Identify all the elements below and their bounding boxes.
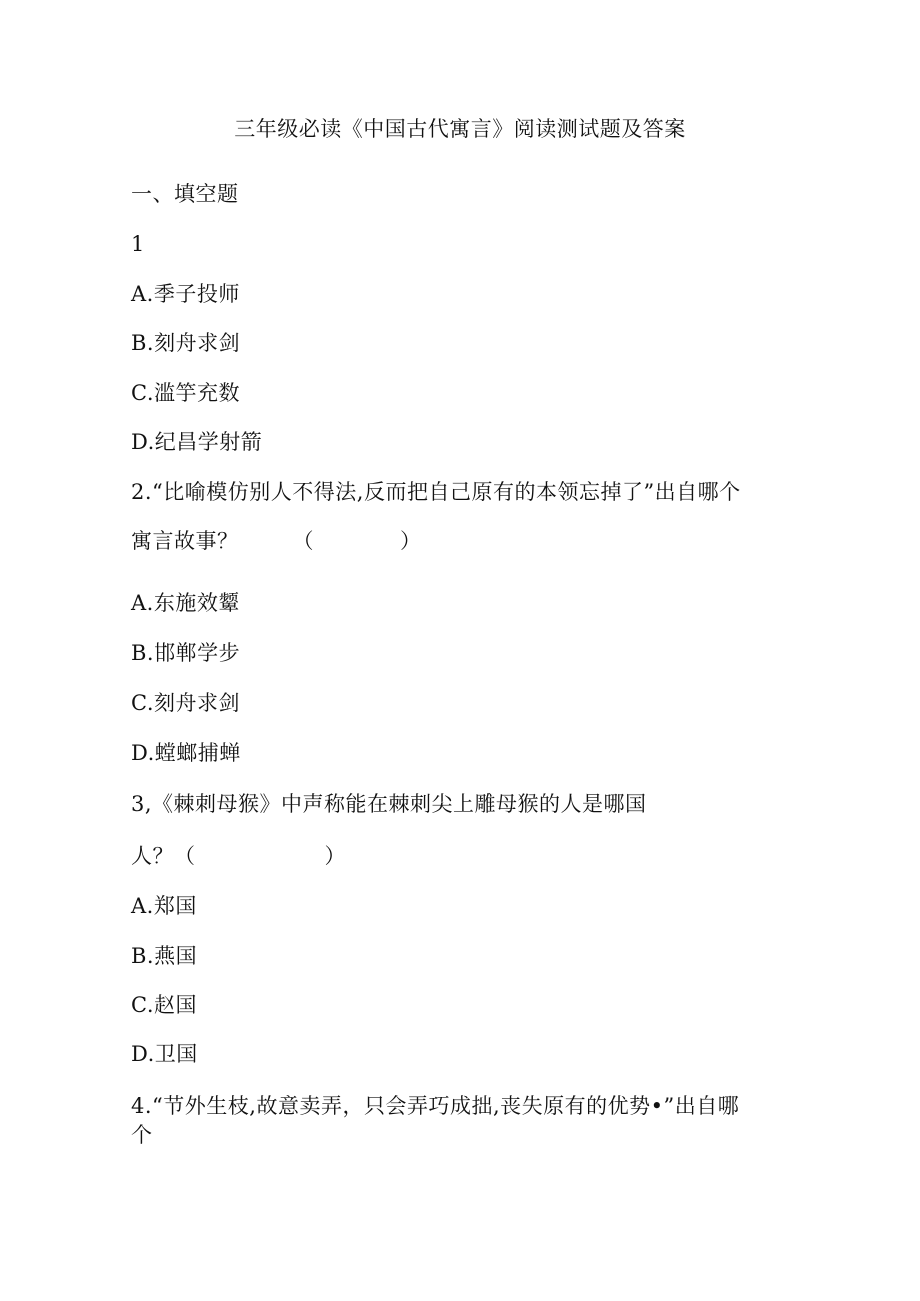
question-1-option-d: D.纪昌学射箭 [131,430,263,454]
question-2-option-d: D.螳螂捕蝉 [131,741,241,765]
question-3-option-c: C.赵国 [131,993,197,1017]
question-1-option-a: A.季子投师 [131,282,240,306]
question-1-number: 1 [131,232,145,256]
section-heading: 一、填空题 [131,182,239,206]
question-3-text: 3,《棘刺母猴》中声称能在棘刺尖上雕母猴的人是哪国 [131,792,647,816]
question-2-option-a: A.东施效颦 [131,591,240,615]
question-1-option-b: B.刻舟求剑 [131,331,241,355]
question-1-option-c: C.滥竽充数 [131,381,240,405]
document-title: 三年级必读《中国古代寓言》阅读测试题及答案 [234,117,686,141]
question-3-option-a: A.郑国 [131,894,197,918]
question-2-option-b: B.邯郸学步 [131,641,241,665]
question-3-text-continued: 人？（ ） [131,844,346,868]
question-2-option-c: C.刻舟求剑 [131,691,240,715]
question-3-option-b: B.燕国 [131,944,198,968]
question-4-text: 4.“节外生枝,故意卖弄，只会弄巧成拙,丧失原有的优势•”出自哪 [131,1094,740,1118]
question-2-text-continued: 寓言故事？ （ ） [131,529,422,553]
question-2-text: 2.“比喻模仿别人不得法,反而把自己原有的本领忘掉了”出自哪个 [131,480,741,504]
question-4-text-continued: 个 [131,1123,153,1147]
question-3-option-d: D.卫国 [131,1042,198,1066]
